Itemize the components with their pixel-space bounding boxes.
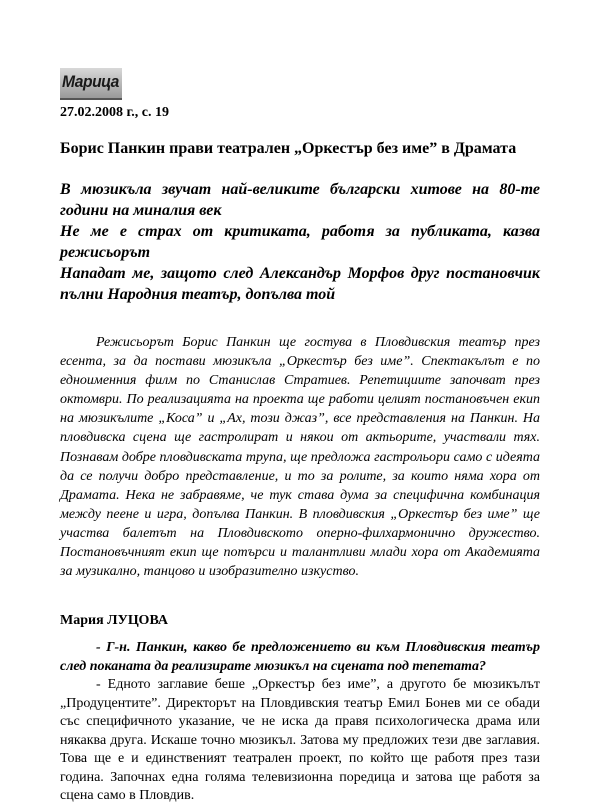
subhead: Нападат ме, защото след Александър Морфов друг постановчик пълни Народния театър, допълва той bbox=[60, 265, 540, 303]
dateline: 27.02.2008 г., с. 19 bbox=[60, 105, 169, 120]
author-byline: Мария ЛУЦОВА bbox=[60, 613, 169, 629]
lead-paragraph: Режисьорът Борис Панкин ще гостува в Пловдивския театър през есента, за да постави мюзикъла „Оркестър без име”. Спектакълът е по едноименния филм по Станислав Стратиев. Репетициите започват през октомври. По реализацията на проекта ще работи целият постановъчен екип на мюзикълите „Коса” и „Ах, този джаз”, все представления на Панкин. На пловдивска сцена ще гастролират и някои от актьорите, участвали тях. Познавам добре пловдивската трупа, ще предложа гастрольори само с идеята да се получи добро представление, и то за ролите, за които няма хора от Драмата. Нека не забравяме, че тук става дума за специфична комбинация между пеене и игра, допълва Панкин. В пловдивския „Оркестър без име” ще участва балетът на Пловдивското оперно-филхармонично дружество. Постановъчният екип ще потърси и талантливи млади хора от Академията за музикално, танцово и изобразително изкуство. bbox=[60, 335, 540, 580]
logo-text: Марица bbox=[62, 72, 119, 91]
article-page bbox=[60, 68, 540, 806]
subhead: В мюзикъла звучат най-великите български хитове на 80-те години на миналия век bbox=[60, 181, 540, 219]
article-headline: Борис Панкин прави театрален „Оркестър без име” в Драмата bbox=[60, 140, 517, 157]
interview-answer: - Едното заглавие беше „Оркестър без име”, а другото бе мюзикълът „Продуцентите”. Директорът на Пловдивския театър Емил Бонев ми се обади със специфичното указание, че не иска да правя психологическа драма или някаква друга. Искаше точно мюзикъл. Затова му предложих тези две заглавия. Това ще е и единственият театрален проект, по който ще работя през тази година. Започнах една голяма телевизионна поредица и затова ще работя за сцена само в Пловдив. bbox=[60, 677, 540, 804]
subheads bbox=[60, 179, 540, 305]
newspaper-logo bbox=[60, 68, 122, 100]
subhead: Не ме е страх от критиката, работя за публиката, казва режисьорът bbox=[60, 223, 540, 261]
interview-question: - Г-н. Панкин, какво бе предложението ви към Пловдивския театър след поканата да реализирате мюзикъл на сцената под тепетата? bbox=[60, 640, 540, 674]
